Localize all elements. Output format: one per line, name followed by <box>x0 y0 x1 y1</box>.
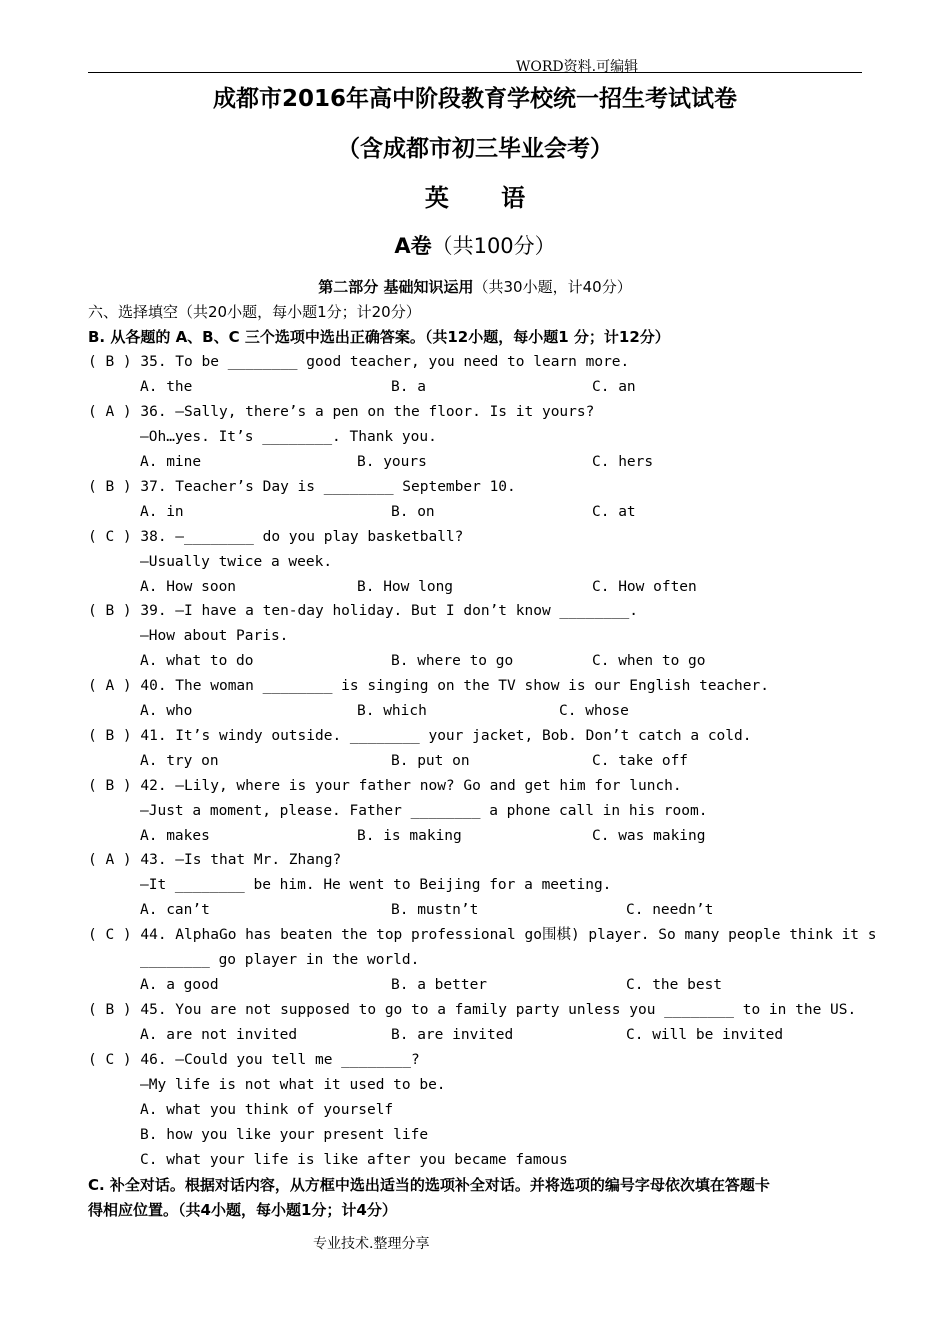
option-b: B. are invited <box>391 1027 514 1043</box>
answer-label: ( A ) <box>88 678 132 694</box>
question-stem-2: —How about Paris. <box>140 628 289 644</box>
question-stem: 35. To be ________ good teacher, you need to learn more. <box>140 354 630 370</box>
subject-title: 英 语 <box>424 184 548 212</box>
question-stem: 36. —Sally, there’s a pen on the floor. Is it yours? <box>140 404 595 420</box>
answer-label: ( A ) <box>88 852 132 868</box>
header-rule <box>88 72 862 73</box>
question-45 <box>88 1000 856 1020</box>
option-c: C. when to go <box>592 653 706 669</box>
part-heading <box>0 276 950 297</box>
option-c: C. the best <box>626 977 723 993</box>
question-37 <box>88 477 516 497</box>
option-c: C. hers <box>592 454 654 470</box>
option-c: C. needn’t <box>626 902 714 918</box>
option-b: B. put on <box>391 753 470 769</box>
answer-label: ( B ) <box>88 603 132 619</box>
paper-score: （共100分） <box>431 234 556 258</box>
question-44 <box>88 925 877 945</box>
question-42 <box>88 776 682 796</box>
option-a: A. what you think of yourself <box>140 1102 394 1118</box>
question-stem: 41. It’s windy outside. ________ your jacket, Bob. Don’t catch a cold. <box>140 728 752 744</box>
question-stem-2: ________ go player in the world. <box>140 952 420 968</box>
question-41 <box>88 726 751 746</box>
exam-subtitle: （含成都市初三毕业会考） <box>337 136 613 162</box>
option-b: B. How long <box>357 579 454 595</box>
answer-label: ( B ) <box>88 479 132 495</box>
option-b: B. how you like your present life <box>140 1127 429 1143</box>
option-a: A. are not invited <box>140 1027 298 1043</box>
question-stem-2: —Oh…yes. It’s ________. Thank you. <box>140 429 437 445</box>
option-b: B. which <box>357 703 427 719</box>
section-c-heading-cont: 得相应位置。（共4小题，每小题1分；计4分） <box>88 1201 397 1219</box>
option-c: C. at <box>592 504 636 520</box>
question-stem-2: —It ________ be him. He went to Beijing for a meeting. <box>140 877 612 893</box>
option-a: A. who <box>140 703 193 719</box>
option-b: B. is making <box>357 828 462 844</box>
option-b: B. yours <box>357 454 427 470</box>
option-a: A. How soon <box>140 579 237 595</box>
option-a: A. a good <box>140 977 219 993</box>
answer-label: ( C ) <box>88 529 132 545</box>
answer-label: ( C ) <box>88 1052 132 1068</box>
question-stem: 46. —Could you tell me ________? <box>140 1052 420 1068</box>
question-stem: 38. —________ do you play basketball? <box>140 529 464 545</box>
question-46 <box>88 1050 420 1070</box>
option-b: B. where to go <box>391 653 514 669</box>
question-stem: 39. —I have a ten-day holiday. But I don’t know ________. <box>140 603 638 619</box>
question-stem-2: —My life is not what it used to be. <box>140 1077 446 1093</box>
option-c: C. take off <box>592 753 689 769</box>
part-name: 第二部分 基础知识运用 <box>318 278 474 296</box>
option-c: C. what your life is like after you became famous <box>140 1152 568 1168</box>
question-stem: 43. —Is that Mr. Zhang? <box>140 852 342 868</box>
answer-label: ( B ) <box>88 354 132 370</box>
option-a: A. in <box>140 504 184 520</box>
option-a: A. try on <box>140 753 219 769</box>
footer-watermark: 专业技术.整理分享 <box>313 1236 430 1252</box>
option-a: A. makes <box>140 828 210 844</box>
question-stem: 45. You are not supposed to go to a family party unless you ________ to in the US. <box>140 1002 857 1018</box>
option-c: C. whose <box>559 703 629 719</box>
option-b: B. a better <box>391 977 488 993</box>
header-watermark: WORD资料.可编辑 <box>516 59 639 75</box>
question-43 <box>88 850 341 870</box>
option-c: C. will be invited <box>626 1027 784 1043</box>
option-c: C. How often <box>592 579 697 595</box>
question-stem-2: —Usually twice a week. <box>140 554 333 570</box>
option-a: A. can’t <box>140 902 210 918</box>
answer-label: ( A ) <box>88 404 132 420</box>
question-39 <box>88 601 638 621</box>
question-35 <box>88 352 629 372</box>
paper-title <box>0 230 950 260</box>
option-c: C. an <box>592 379 636 395</box>
question-36 <box>88 402 594 422</box>
answer-label: ( C ) <box>88 927 132 943</box>
option-b: B. a <box>391 379 426 395</box>
question-stem: 42. —Lily, where is your father now? Go and get him for lunch. <box>140 778 682 794</box>
option-c: C. was making <box>592 828 706 844</box>
section-6-heading: 六、选择填空（共20小题，每小题1分；计20分） <box>88 303 421 321</box>
section-b-heading: B. 从各题的 A、B、C 三个选项中选出正确答案。（共12小题，每小题1 分；计12分） <box>88 328 670 346</box>
part-score: （共30小题，计40分） <box>473 278 632 296</box>
question-40 <box>88 676 769 696</box>
question-stem: 40. The woman ________ is singing on the TV show is our English teacher. <box>140 678 769 694</box>
option-a: A. the <box>140 379 193 395</box>
question-stem: 37. Teacher’s Day is ________ September 10. <box>140 479 516 495</box>
section-c-heading: C. 补全对话。根据对话内容，从方框中选出适当的选项补全对话。并将选项的编号字母依次填在答题卡 <box>88 1176 770 1194</box>
question-38 <box>88 527 463 547</box>
answer-label: ( B ) <box>88 728 132 744</box>
option-b: B. on <box>391 504 435 520</box>
answer-label: ( B ) <box>88 1002 132 1018</box>
question-stem: 44. AlphaGo has beaten the top professional go围棋) player. So many people think it s <box>140 927 877 943</box>
paper-name: A卷 <box>394 234 432 258</box>
option-b: B. mustn’t <box>391 902 479 918</box>
answer-label: ( B ) <box>88 778 132 794</box>
exam-title: 成都市2016年高中阶段教育学校统一招生考试试卷 <box>212 86 737 112</box>
option-a: A. mine <box>140 454 202 470</box>
question-stem-2: —Just a moment, please. Father ________ a phone call in his room. <box>140 803 708 819</box>
option-a: A. what to do <box>140 653 254 669</box>
